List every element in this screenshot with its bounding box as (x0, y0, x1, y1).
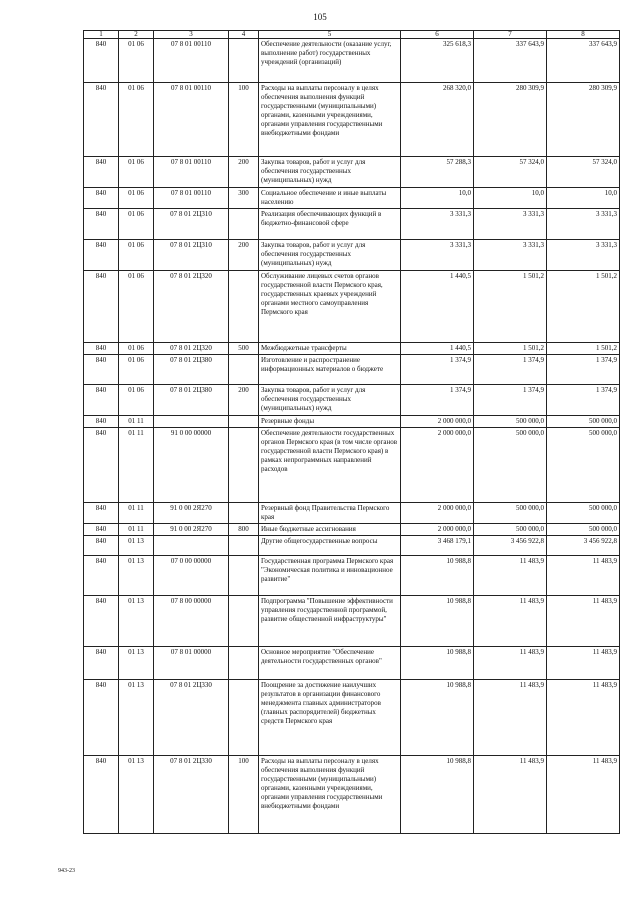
table-cell: 840 (84, 271, 119, 343)
table-cell: 91 0 00 00000 (154, 428, 229, 503)
column-header: 1 (84, 31, 119, 39)
table-cell: 840 (84, 524, 119, 536)
table-cell: 3 456 922,8 (474, 536, 547, 556)
table-cell: 57 288,3 (401, 157, 474, 188)
table-cell: 840 (84, 503, 119, 524)
table-row (84, 503, 620, 524)
table-cell: 01 06 (119, 385, 154, 416)
table-cell: 1 440,5 (401, 343, 474, 355)
table-cell: Иные бюджетные ассигнования (259, 524, 401, 536)
table-cell: 2 000 000,0 (401, 416, 474, 428)
table-cell: 200 (229, 157, 259, 188)
table-cell: 840 (84, 240, 119, 271)
table-cell: Государственная программа Пермского края "Экономическая политика и инновационное развитие" (259, 556, 401, 596)
table-cell: 280 309,9 (474, 83, 547, 157)
table-cell: 07 8 01 00110 (154, 188, 229, 209)
table-cell: 07 8 01 2Ц330 (154, 756, 229, 834)
table-cell: 840 (84, 428, 119, 503)
table-cell: Социальное обеспечение и иные выплаты населению (259, 188, 401, 209)
table-cell: 01 06 (119, 188, 154, 209)
table-cell: 1 501,2 (474, 343, 547, 355)
table-row (84, 556, 620, 596)
table-cell: Закупка товаров, работ и услуг для обеспечения государственных (муниципальных) нужд (259, 240, 401, 271)
table-cell (229, 503, 259, 524)
table-cell: 91 0 00 2Я270 (154, 503, 229, 524)
table-cell: 01 11 (119, 524, 154, 536)
table-cell: 500 000,0 (547, 416, 620, 428)
table-cell: 01 06 (119, 271, 154, 343)
table-row (84, 536, 620, 556)
table-row (84, 240, 620, 271)
table-cell: 1 374,9 (547, 355, 620, 385)
table-cell: 11 483,9 (547, 680, 620, 756)
table-cell: 337 643,9 (474, 39, 547, 83)
table-cell: 01 06 (119, 39, 154, 83)
table-row (84, 83, 620, 157)
table-cell (229, 680, 259, 756)
table-cell: 840 (84, 596, 119, 647)
table-cell: 07 8 01 2Ц330 (154, 680, 229, 756)
column-header: 2 (119, 31, 154, 39)
table-cell: 1 501,2 (474, 271, 547, 343)
table-cell: 1 374,9 (474, 385, 547, 416)
table-cell: 57 324,0 (474, 157, 547, 188)
table-cell: 840 (84, 188, 119, 209)
table-cell (229, 271, 259, 343)
table-cell: 300 (229, 188, 259, 209)
table-cell (229, 428, 259, 503)
table-cell: 840 (84, 756, 119, 834)
table-row (84, 524, 620, 536)
table-cell: 11 483,9 (474, 756, 547, 834)
table-cell: 840 (84, 343, 119, 355)
table-cell: Закупка товаров, работ и услуг для обеспечения государственных (муниципальных) нужд (259, 385, 401, 416)
table-cell: 840 (84, 39, 119, 83)
table-cell: 07 8 01 2Ц320 (154, 343, 229, 355)
table-cell: 07 8 01 00110 (154, 39, 229, 83)
table-cell: 500 000,0 (547, 428, 620, 503)
table-cell: 01 13 (119, 647, 154, 680)
table-cell: 01 06 (119, 240, 154, 271)
table-cell: Изготовление и распространение информационных материалов о бюджете (259, 355, 401, 385)
table-cell: 11 483,9 (474, 680, 547, 756)
table-row (84, 416, 620, 428)
table-cell: 1 501,2 (547, 271, 620, 343)
table-cell: 3 331,3 (401, 209, 474, 240)
table-cell: 07 8 01 00110 (154, 83, 229, 157)
table-cell: 2 000 000,0 (401, 428, 474, 503)
table-cell: 840 (84, 416, 119, 428)
table-cell: 1 501,2 (547, 343, 620, 355)
table-cell: 91 0 00 2Я270 (154, 524, 229, 536)
table-cell: 10 988,8 (401, 680, 474, 756)
table-cell: 500 000,0 (474, 416, 547, 428)
table-row (84, 343, 620, 355)
table-cell: 337 643,9 (547, 39, 620, 83)
table-cell: Другие общегосударственные вопросы (259, 536, 401, 556)
table-cell: 11 483,9 (474, 647, 547, 680)
table-row (84, 647, 620, 680)
table-cell (229, 596, 259, 647)
table-cell: 1 374,9 (401, 385, 474, 416)
table-cell: 840 (84, 680, 119, 756)
column-header: 6 (401, 31, 474, 39)
table-cell: Расходы на выплаты персоналу в целях обеспечения выполнения функций государственными (муниципальными) органами, казенными учреждениями, органами управления государственными внебюджетными фондами (259, 756, 401, 834)
table-cell: 1 374,9 (547, 385, 620, 416)
table-cell: 07 8 01 2Ц380 (154, 355, 229, 385)
table-cell: 01 13 (119, 556, 154, 596)
table-cell: 10,0 (474, 188, 547, 209)
table-cell: Поощрение за достижение наилучших результатов в организации финансового менеджмента главных администраторов (главных распорядителей) бюджетных средств Пермского края (259, 680, 401, 756)
table-cell: 500 000,0 (474, 428, 547, 503)
table-cell: 840 (84, 556, 119, 596)
table-row (84, 680, 620, 756)
table-cell: 11 483,9 (547, 596, 620, 647)
table-cell: 07 8 01 2Ц310 (154, 209, 229, 240)
table-cell: 840 (84, 83, 119, 157)
table-cell: 01 06 (119, 355, 154, 385)
table-cell: 01 06 (119, 83, 154, 157)
table-cell: 11 483,9 (474, 596, 547, 647)
table-cell: 840 (84, 385, 119, 416)
table-cell: 11 483,9 (547, 647, 620, 680)
table-cell: 3 456 922,8 (547, 536, 620, 556)
table-cell: 01 11 (119, 428, 154, 503)
table-cell: 10,0 (547, 188, 620, 209)
table-cell: 840 (84, 536, 119, 556)
table-cell: 1 374,9 (401, 355, 474, 385)
table-cell: 500 000,0 (474, 503, 547, 524)
column-header: 3 (154, 31, 229, 39)
table-cell: 01 13 (119, 596, 154, 647)
table-cell: 01 06 (119, 209, 154, 240)
table-cell (229, 355, 259, 385)
column-header: 5 (259, 31, 401, 39)
table-cell: 10 988,8 (401, 596, 474, 647)
header-row (84, 31, 620, 39)
table-cell: 10 988,8 (401, 556, 474, 596)
table-cell: 500 000,0 (547, 503, 620, 524)
table-cell: 200 (229, 385, 259, 416)
table-cell: 2 000 000,0 (401, 524, 474, 536)
table-row (84, 188, 620, 209)
table-cell: Закупка товаров, работ и услуг для обеспечения государственных (муниципальных) нужд (259, 157, 401, 188)
table-cell: 07 8 01 2Ц310 (154, 240, 229, 271)
table-cell: Обеспечение деятельности государственных органов Пермского края (в том числе органов государственной власти Пермского края) в рамках непрограммных направлений расходов (259, 428, 401, 503)
table-row (84, 596, 620, 647)
table-cell: 07 8 01 00000 (154, 647, 229, 680)
table-cell: 07 8 01 2Ц380 (154, 385, 229, 416)
table-cell: 268 320,0 (401, 83, 474, 157)
table-cell: Резервный фонд Правительства Пермского края (259, 503, 401, 524)
table-cell: Межбюджетные трансферты (259, 343, 401, 355)
table-row (84, 756, 620, 834)
table-cell: 3 331,3 (474, 209, 547, 240)
table-cell: 3 331,3 (547, 240, 620, 271)
table-cell: 500 000,0 (547, 524, 620, 536)
table-row (84, 157, 620, 188)
table-cell (229, 209, 259, 240)
table-cell: 800 (229, 524, 259, 536)
table-cell: 3 331,3 (474, 240, 547, 271)
table-cell: 01 11 (119, 416, 154, 428)
table-cell: 100 (229, 756, 259, 834)
table-cell (229, 647, 259, 680)
table-row (84, 39, 620, 83)
budget-table (83, 30, 620, 834)
table-cell: 3 468 179,1 (401, 536, 474, 556)
table-cell: 840 (84, 355, 119, 385)
table-cell: 01 13 (119, 536, 154, 556)
table-cell: 11 483,9 (547, 556, 620, 596)
table-cell: Резервные фонды (259, 416, 401, 428)
table-cell: 1 374,9 (474, 355, 547, 385)
table-cell: Обеспечение деятельности (оказание услуг, выполнение работ) государственных учреждений (организаций) (259, 39, 401, 83)
table-cell: 10 988,8 (401, 756, 474, 834)
table-row (84, 355, 620, 385)
table-cell (229, 556, 259, 596)
table-cell: 3 331,3 (401, 240, 474, 271)
table-cell: Основное мероприятие "Обеспечение деятельности государственных органов" (259, 647, 401, 680)
table-cell: 2 000 000,0 (401, 503, 474, 524)
table-cell: Реализация обеспечивающих функций в бюджетно-финансовой сфере (259, 209, 401, 240)
table-cell: Обслуживание лицевых счетов органов государственной власти Пермского края, государственных краевых учреждений органами местного самоуправления Пермского края (259, 271, 401, 343)
table-cell: 840 (84, 647, 119, 680)
table-row (84, 209, 620, 240)
table-cell: 1 440,5 (401, 271, 474, 343)
table-cell: 840 (84, 209, 119, 240)
table-cell: 01 06 (119, 343, 154, 355)
table-cell (154, 536, 229, 556)
table-row (84, 271, 620, 343)
table-cell: 200 (229, 240, 259, 271)
page-number: 105 (313, 12, 327, 22)
column-header: 8 (547, 31, 620, 39)
footer-code: 943-23 (58, 868, 75, 874)
table-cell: 500 (229, 343, 259, 355)
table-cell: Подпрограмма "Повышение эффективности управления государственной программой, развитие общественной инфраструктуры" (259, 596, 401, 647)
table-cell: 07 8 01 00110 (154, 157, 229, 188)
table-row (84, 428, 620, 503)
table-cell: 10,0 (401, 188, 474, 209)
table-cell (229, 536, 259, 556)
table-cell: 3 331,3 (547, 209, 620, 240)
table-cell: 01 06 (119, 157, 154, 188)
table-cell: 280 309,9 (547, 83, 620, 157)
table-cell: 840 (84, 157, 119, 188)
table-cell: 11 483,9 (474, 556, 547, 596)
table-cell: 07 0 00 00000 (154, 556, 229, 596)
table-cell (229, 416, 259, 428)
table-cell: 500 000,0 (474, 524, 547, 536)
table-cell: 07 8 01 2Ц320 (154, 271, 229, 343)
table-cell: 01 13 (119, 756, 154, 834)
table-cell: 07 8 00 00000 (154, 596, 229, 647)
column-header: 4 (229, 31, 259, 39)
table-row (84, 385, 620, 416)
table-cell: 10 988,8 (401, 647, 474, 680)
table-cell (229, 39, 259, 83)
column-header: 7 (474, 31, 547, 39)
table-cell: 11 483,9 (547, 756, 620, 834)
table-cell: Расходы на выплаты персоналу в целях обеспечения выполнения функций государственными (муниципальными) органами, казенными учреждениями, органами управления государственными внебюджетными фондами (259, 83, 401, 157)
table-cell: 100 (229, 83, 259, 157)
table-cell (154, 416, 229, 428)
table-cell: 01 13 (119, 680, 154, 756)
table-cell: 57 324,0 (547, 157, 620, 188)
table-cell: 325 618,3 (401, 39, 474, 83)
table-cell: 01 11 (119, 503, 154, 524)
